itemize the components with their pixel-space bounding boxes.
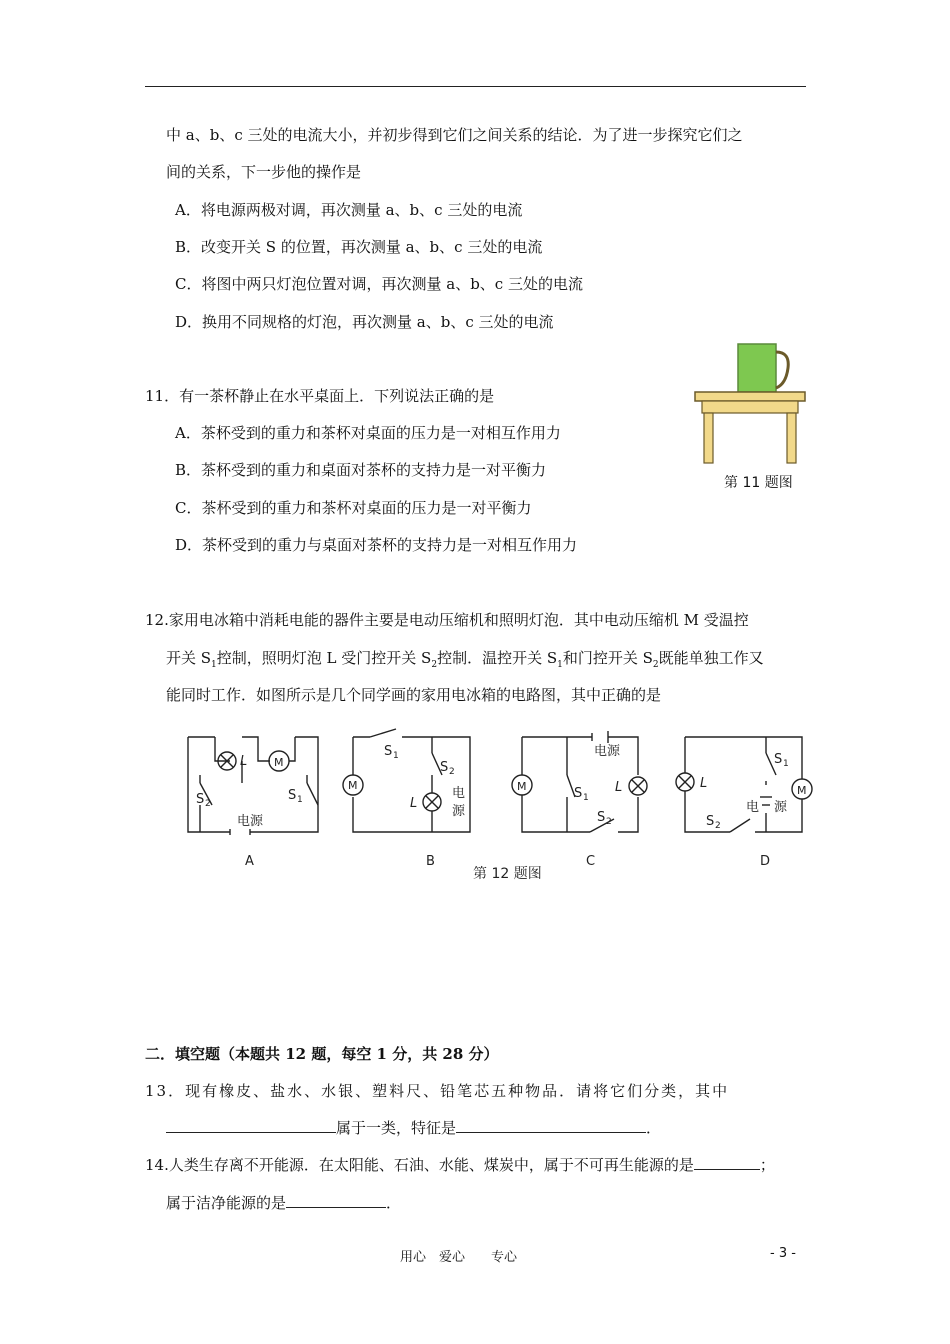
q12-figure-circuits	[170, 725, 830, 890]
q10-continued-line-1: 中 a、b、c 三处的电流大小，并初步得到它们之间关系的结论．为了进一步探究它们之	[166, 126, 743, 144]
label-d-s2-sub: 2	[715, 821, 721, 831]
q11-option-a: A．茶杯受到的重力和茶杯对桌面的压力是一对相互作用力	[175, 424, 561, 442]
label-d-s1-sub: 1	[783, 759, 789, 769]
label-c-s1-sub: 1	[583, 793, 589, 803]
q12-line-2: 开关 $S_1$控制，照明灯泡 L 受门控开关 $S_2$控制．温控开关 $S_1$和门控开关 $S_2$既能单独工作又	[166, 649, 764, 670]
q10-option-c: C．将图中两只灯泡位置对调，再次测量 a、b、c 三处的电流	[175, 275, 583, 293]
label-d-motor: M	[797, 784, 807, 797]
q10-continued-line-2: 间的关系，下一步他的操作是	[166, 163, 362, 181]
q11-figure-caption: 第 11 题图	[724, 475, 793, 491]
label-c-s2: S	[597, 810, 606, 825]
label-c-s2-sub: 2	[606, 817, 612, 827]
q13-blank-1[interactable]	[166, 1118, 336, 1133]
label-b: B	[426, 854, 435, 869]
label-d-source-1: 电	[746, 800, 760, 815]
q11-figure-cup-on-table	[690, 338, 810, 468]
q12-line-1: 12.家用电冰箱中消耗电能的器件主要是电动压缩机和照明灯泡．其中电动压缩机 M 受温控	[145, 611, 749, 629]
q11-option-c: C．茶杯受到的重力和茶杯对桌面的压力是一对平衡力	[175, 499, 532, 517]
label-b-s1-sub: 1	[393, 751, 399, 761]
label-a: A	[245, 854, 254, 869]
label-c-source: 电源	[594, 744, 621, 759]
label-b-s2: S	[440, 760, 449, 775]
label-a-lamp: L	[240, 754, 248, 769]
label-c-s1: S	[574, 786, 583, 801]
label-a-s2-sub: 2	[205, 799, 211, 809]
header-rule	[145, 86, 806, 87]
label-a-s1-sub: 1	[297, 795, 303, 805]
circuit-c	[512, 731, 647, 832]
q12-figure-caption: 第 12 题图	[473, 866, 542, 882]
q10-option-d: D．换用不同规格的灯泡，再次测量 a、b、c 三处的电流	[175, 313, 554, 331]
label-d: D	[760, 854, 771, 869]
q11-stem: 11．有一茶杯静止在水平桌面上．下列说法正确的是	[145, 387, 495, 405]
teacup	[738, 344, 788, 392]
label-c-lamp: L	[615, 780, 623, 795]
q14-blank-2[interactable]	[286, 1193, 386, 1208]
page-number: - 3 -	[770, 1246, 796, 1261]
label-d-s2: S	[706, 814, 715, 829]
label-a-s1: S	[288, 788, 297, 803]
label-c: C	[586, 854, 596, 869]
label-b-source-2: 源	[452, 804, 466, 819]
q13-blank-2[interactable]	[456, 1118, 646, 1133]
label-a-s2: S	[196, 792, 205, 807]
q12-line-3: 能同时工作．如图所示是几个同学画的家用电冰箱的电路图，其中正确的是	[166, 686, 662, 704]
footer-motto: 用心 爱心 专心	[400, 1250, 518, 1265]
q14-line-2: 属于洁净能源的是 ．	[166, 1194, 402, 1212]
label-a-source: 电源	[237, 814, 264, 829]
label-d-lamp: L	[700, 776, 708, 791]
label-d-s1: S	[774, 752, 783, 767]
q11-option-d: D．茶杯受到的重力与桌面对茶杯的支持力是一对相互作用力	[175, 536, 578, 554]
section-2-heading: 二．填空题（本题共 12 题，每空 1 分，共 28 分）	[145, 1045, 499, 1063]
q13-line-2: 属于一类，特征是 ．	[166, 1118, 661, 1138]
q14-line-1: 14.人类生存离不开能源．在太阳能、石油、水能、煤炭中，属于不可再生能源的是 ；	[145, 1156, 775, 1174]
q13-line-1: 13．现有橡皮、盐水、水银、塑料尺、铅笔芯五种物品．请将它们分类，其中	[145, 1082, 730, 1100]
label-b-s1: S	[384, 744, 393, 759]
label-a-motor: M	[274, 756, 284, 769]
label-b-s2-sub: 2	[449, 767, 455, 777]
q11-option-b: B．茶杯受到的重力和桌面对茶杯的支持力是一对平衡力	[175, 461, 547, 479]
label-c-motor: M	[517, 780, 527, 793]
label-b-lamp: L	[410, 796, 418, 811]
q14-blank-1[interactable]	[694, 1155, 760, 1170]
label-b-source-1: 电	[452, 786, 466, 801]
label-d-source-2: 源	[774, 800, 788, 815]
circuit-d	[676, 737, 812, 832]
q10-option-a: A．将电源两极对调，再次测量 a、b、c 三处的电流	[175, 201, 523, 219]
label-b-motor: M	[348, 779, 358, 792]
circuit-b	[343, 729, 470, 832]
q10-option-b: B．改变开关 S 的位置，再次测量 a、b、c 三处的电流	[175, 238, 543, 256]
table	[695, 392, 805, 463]
